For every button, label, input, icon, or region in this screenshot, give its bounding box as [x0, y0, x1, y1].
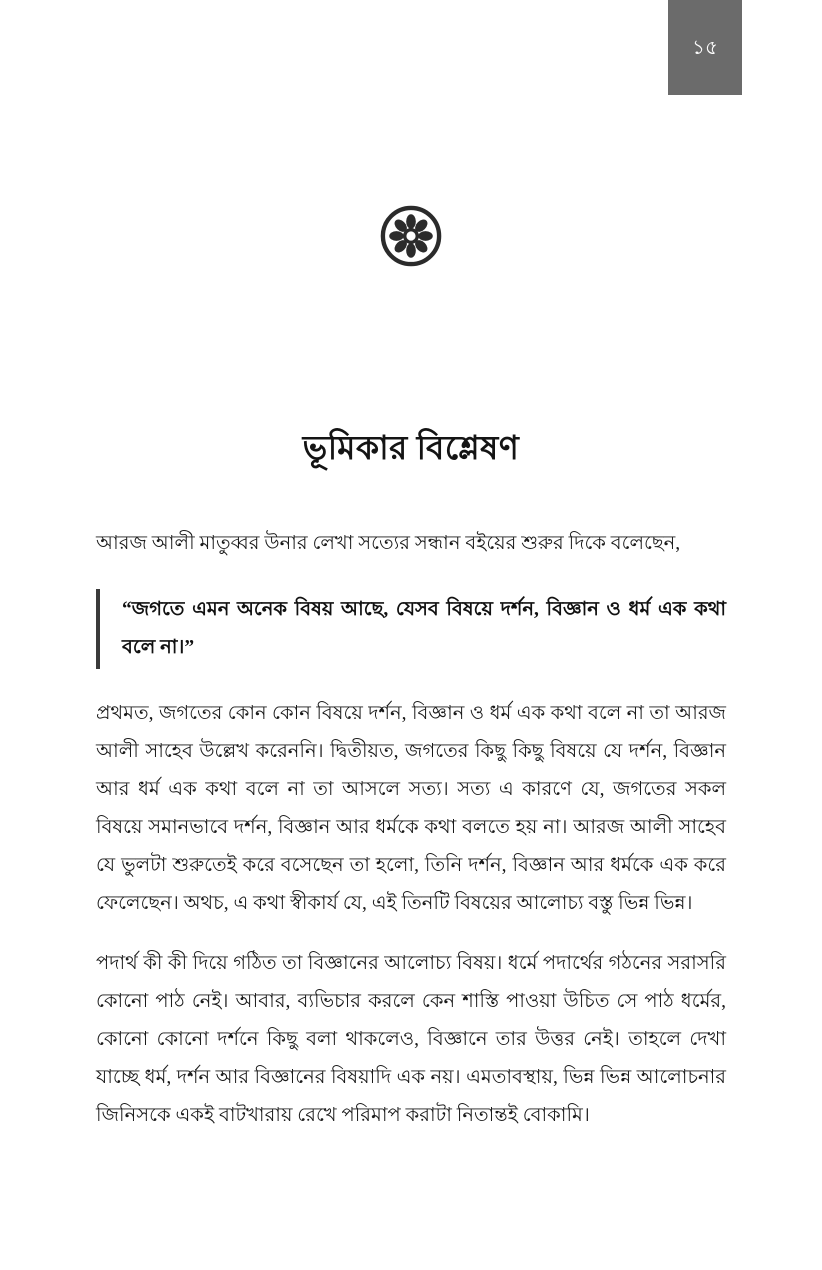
- pull-quote-text: “জগতে এমন অনেক বিষয় আছে, যেসব বিষয়ে দর্শন, বিজ্ঞান ও ধর্ম এক কথা বলে না।”: [122, 599, 726, 659]
- page-number-tab: [668, 0, 742, 95]
- flower-rosette-icon: [380, 205, 442, 267]
- page-number: ১৫: [692, 36, 718, 59]
- ornament-container: [0, 205, 822, 267]
- intro-paragraph: আরজ আলী মাতুব্বর উনার লেখা সত্যের সন্ধান বইয়ের শুরুর দিকে বলেছেন,: [96, 533, 681, 554]
- body-paragraph-2: পদার্থ কী কী দিয়ে গঠিত তা বিজ্ঞানের আলোচ্য বিষয়। ধর্মে পদার্থের গঠনের সরাসরি কোনো পাঠ নেই। আবার, ব্যভিচার করলে কেন শাস্তি পাওয়া উচিত সে পাঠ ধর্মের, কোনো কোনো দর্শনে কিছু বলা থাকলেও, বিজ্ঞানে তার উত্তর নেই। তাহলে দেখা যাচ্ছে ধর্ম, দর্শন আর বিজ্ঞানের বিষয়াদি এক নয়। এমতাবস্থায়, ভিন্ন ভিন্ন আলোচনার জিনিসকে একই বাটখারায় রেখে পরিমাপ করাটা নিতান্তই বোকামি।: [96, 953, 726, 1127]
- body-content: [96, 525, 726, 1157]
- pull-quote: [96, 589, 726, 669]
- chapter-title: ভূমিকার বিশ্লেষণ: [302, 431, 520, 468]
- body-paragraph-1: প্রথমত, জগতের কোন কোন বিষয়ে দর্শন, বিজ্ঞান ও ধর্ম এক কথা বলে না তা আরজ আলী সাহেব উল্লেখ করেননি। দ্বিতীয়ত, জগতের কিছু কিছু বিষয়ে যে দর্শন, বিজ্ঞান আর ধর্ম এক কথা বলে না তা আসলে সত্য। সত্য এ কারণে যে, জগতের সকল বিষয়ে সমানভাবে দর্শন, বিজ্ঞান আর ধর্মকে কথা বলতে হয় না। আরজ আলী সাহেব যে ভুলটা শুরুতেই করে বসেছেন তা হলো, তিনি দর্শন, বিজ্ঞান আর ধর্মকে এক করে ফেলেছেন। অথচ, এ কথা স্বীকার্য যে, এই তিনটি বিষয়ের আলোচ্য বস্তু ভিন্ন ভিন্ন।: [96, 703, 726, 915]
